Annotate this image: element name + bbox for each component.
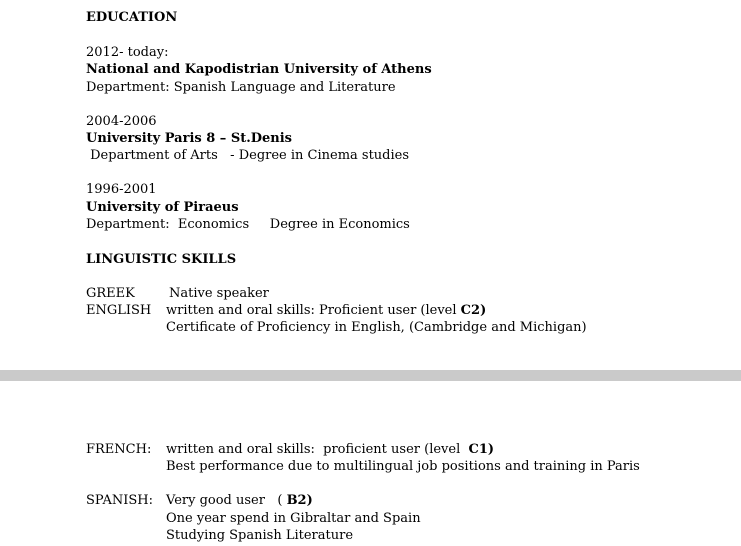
lang-spanish-line2: One year spend in Gibraltar and Spain	[166, 511, 421, 526]
french-level: C1)	[468, 442, 495, 457]
education-institution-1: National and Kapodistrian University of Athens	[86, 62, 432, 77]
lang-english-line2: Certificate of Proficiency in English, (Cambridge and Michigan)	[166, 320, 587, 335]
education-institution-2: University Paris 8 – St.Denis	[86, 131, 292, 146]
spanish-level: B2)	[286, 493, 313, 508]
french-skill-text: written and oral skills: proficient user (level	[166, 442, 469, 457]
education-heading: EDUCATION	[86, 10, 178, 25]
education-detail-3: Department: Economics Degree in Economics	[86, 217, 410, 232]
document-page-2	[0, 381, 741, 546]
education-detail-1: Department: Spanish Language and Literature	[86, 80, 396, 95]
lang-greek-line1: Native speaker	[169, 286, 269, 301]
lang-french-line1	[166, 441, 494, 458]
lang-french-line2: Best performance due to multilingual job positions and training in Paris	[166, 459, 640, 474]
lang-spanish-line3: Studying Spanish Literature	[166, 528, 354, 543]
lang-french: FRENCH:	[86, 442, 152, 457]
linguistic-heading: LINGUISTIC SKILLS	[86, 252, 237, 267]
education-years-2: 2004-2006	[86, 114, 157, 129]
lang-english: ENGLISH	[86, 303, 152, 318]
english-level: C2)	[460, 303, 487, 318]
spanish-skill-text: Very good user (	[166, 493, 287, 508]
education-detail-2: Department of Arts - Degree in Cinema studies	[86, 148, 410, 163]
page-separator	[0, 370, 741, 381]
english-skill-text: written and oral skills: Proficient user (level	[166, 303, 461, 318]
education-institution-3: University of Piraeus	[86, 200, 239, 215]
lang-spanish-line1	[166, 492, 313, 509]
education-years-1: 2012- today:	[86, 45, 169, 60]
lang-spanish: SPANISH:	[86, 493, 153, 508]
lang-greek: GREEK	[86, 286, 135, 301]
lang-english-line1	[166, 302, 486, 319]
education-years-3: 1996-2001	[86, 182, 157, 197]
